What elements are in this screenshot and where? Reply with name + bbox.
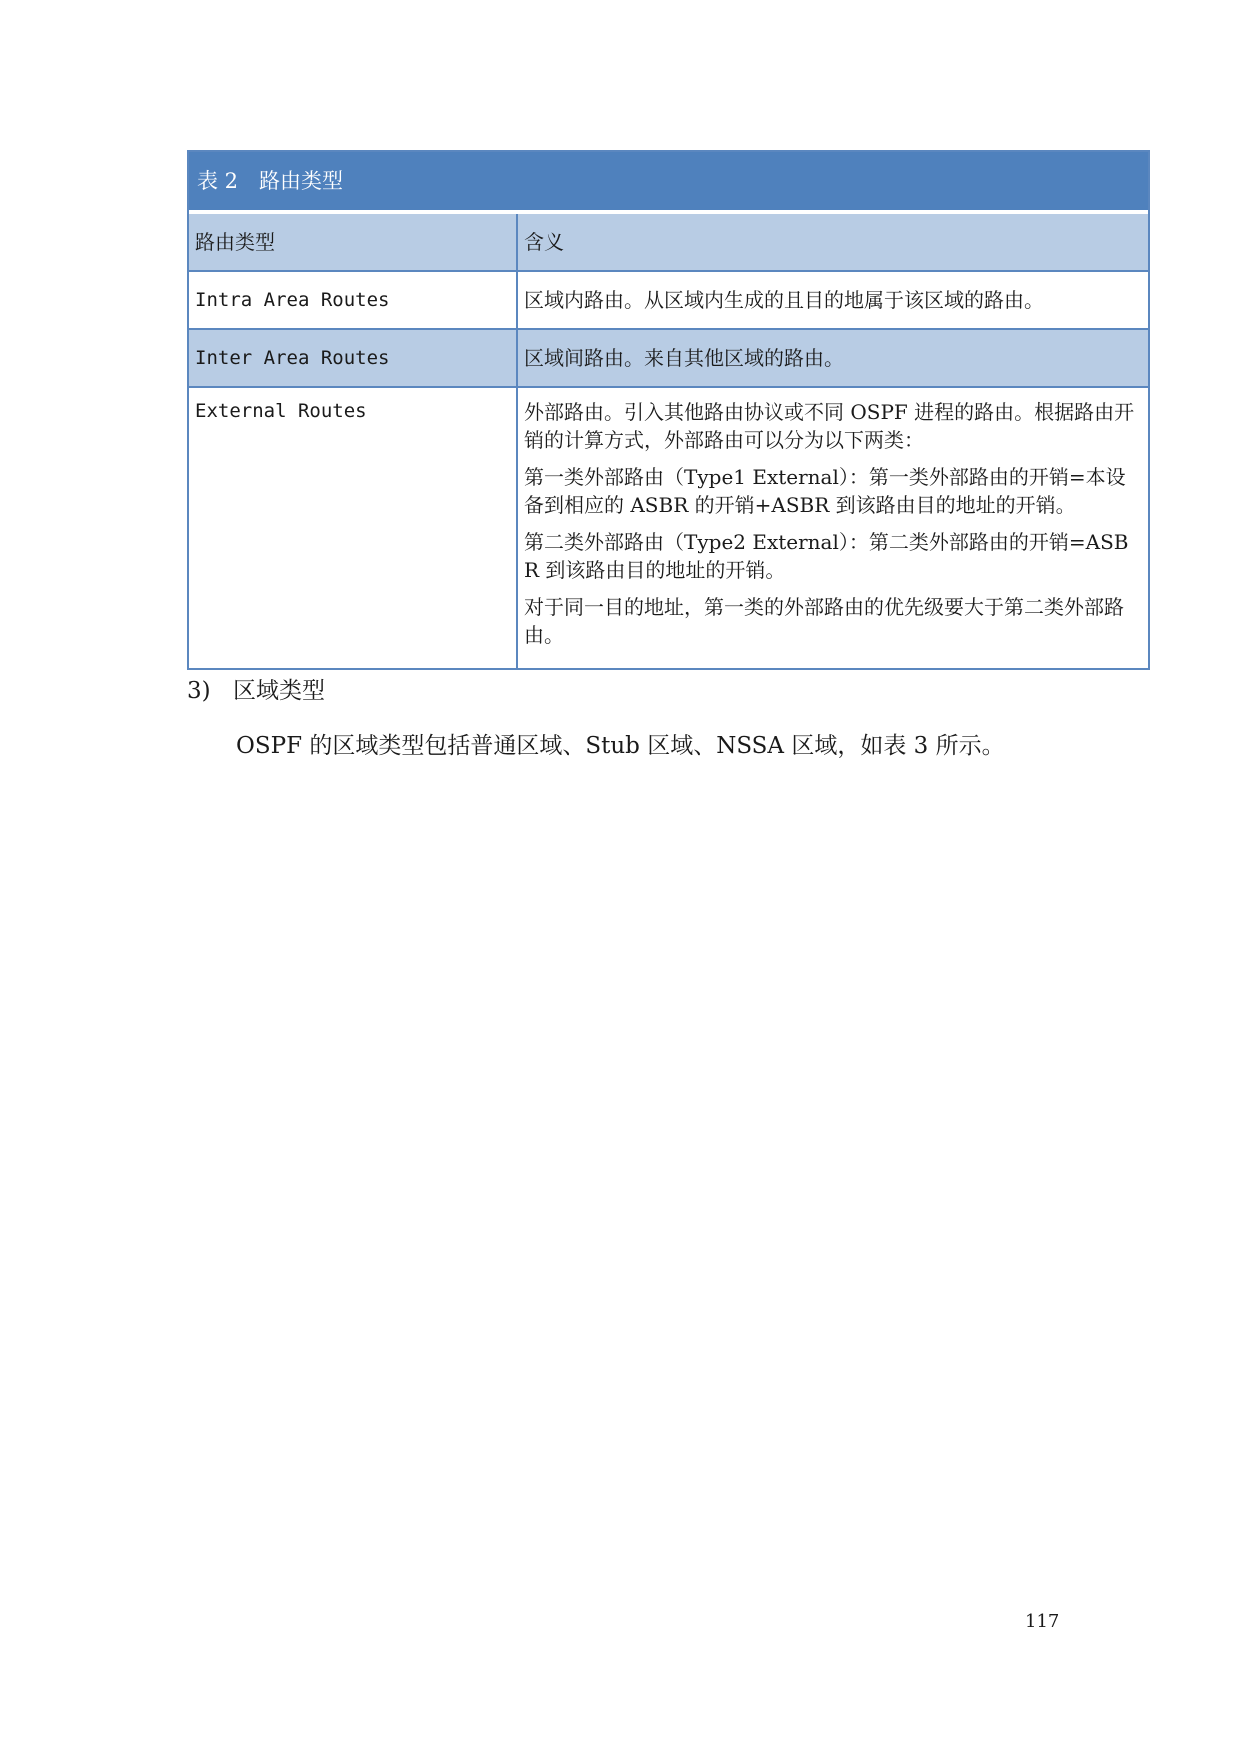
page-number: 117 — [1025, 1611, 1060, 1632]
table-row — [189, 270, 1148, 328]
meaning-paragraph: 第二类外部路由（Type2 External）：第二类外部路由的开销=ASBR 到该路由目的地址的开销。 — [524, 530, 1129, 582]
route-types-table — [187, 150, 1150, 670]
table-header-row — [189, 210, 1148, 270]
table-row — [189, 386, 1148, 668]
route-type-cell: Intra Area Routes — [189, 272, 518, 328]
meaning-cell: 区域间路由。来自其他区域的路由。 — [524, 346, 844, 370]
table-caption: 表 2 路由类型 — [189, 152, 1148, 210]
header-route-type: 路由类型 — [189, 214, 518, 270]
meaning-paragraph: 第一类外部路由（Type1 External）：第一类外部路由的开销=本设备到相应的 ASBR 的开销+ASBR 到该路由目的地址的开销。 — [524, 465, 1126, 517]
table-row — [189, 328, 1148, 386]
body-paragraph: OSPF 的区域类型包括普通区域、Stub 区域、NSSA 区域，如表 3 所示。 — [236, 733, 1005, 759]
section-title: 区域类型 — [233, 678, 325, 704]
section-number: 3) — [187, 678, 211, 704]
meaning-cell — [518, 388, 1148, 668]
meaning-cell: 区域内路由。从区域内生成的且目的地属于该区域的路由。 — [524, 288, 1044, 312]
header-meaning: 含义 — [524, 230, 564, 254]
meaning-paragraph: 对于同一目的地址，第一类的外部路由的优先级要大于第二类外部路由。 — [524, 595, 1124, 647]
route-type-cell: External Routes — [189, 388, 518, 668]
section-heading — [187, 674, 325, 708]
meaning-paragraph: 外部路由。引入其他路由协议或不同 OSPF 进程的路由。根据路由开销的计算方式，外部路由可以分为以下两类： — [524, 400, 1135, 452]
route-type-cell: Inter Area Routes — [189, 330, 518, 386]
